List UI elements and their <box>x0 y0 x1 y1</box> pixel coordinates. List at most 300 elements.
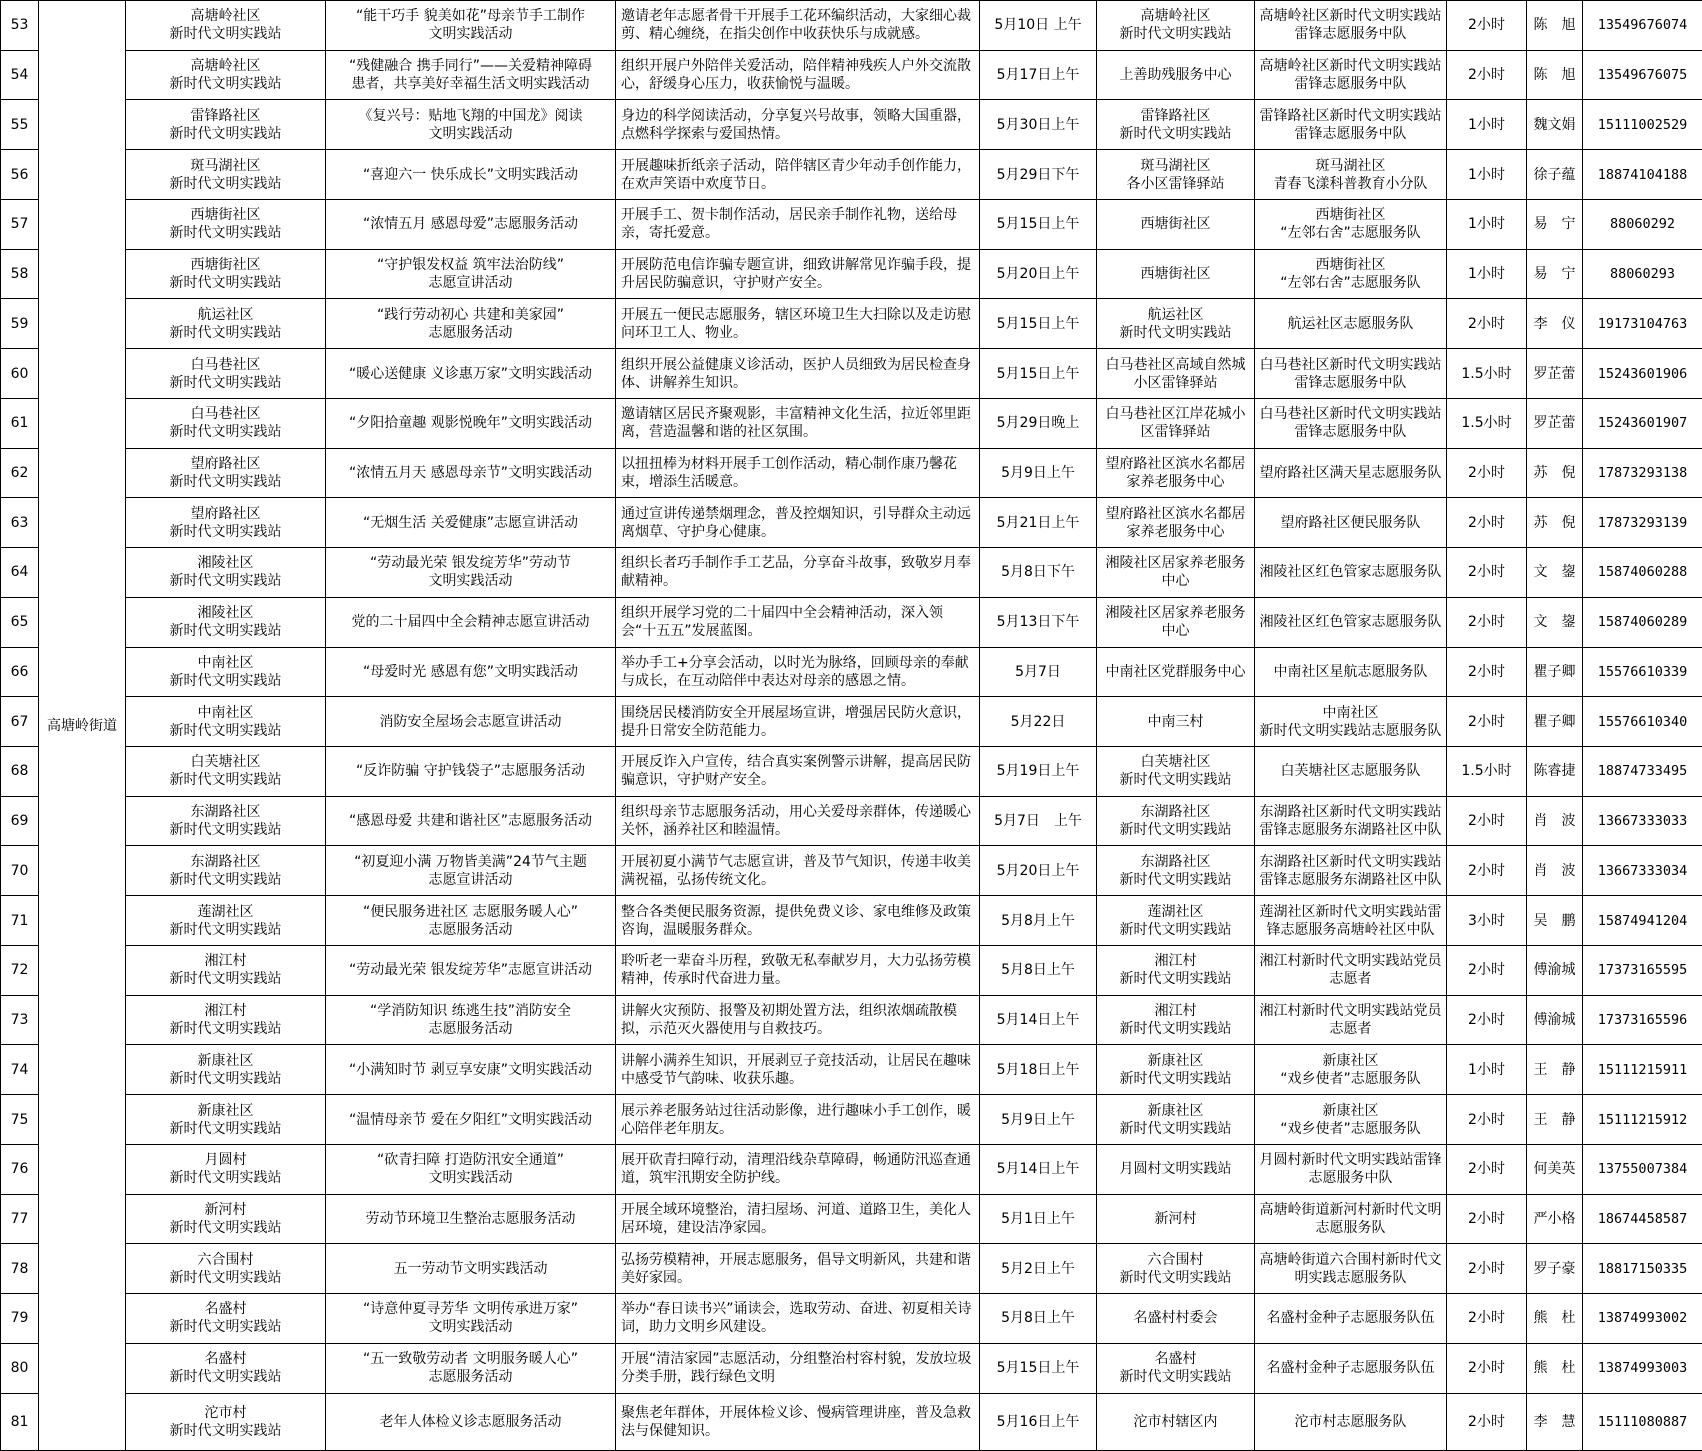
contact-person-cell: 傅渝城 <box>1527 945 1583 995</box>
volunteer-team-line: 新康社区 <box>1322 1102 1379 1119</box>
practice-site-line: 新时代文明实践站 <box>169 523 282 540</box>
volunteer-team-cell <box>1255 597 1447 647</box>
volunteer-team-cell <box>1255 299 1447 349</box>
activity-content-cell: 讲解小满养生知识，开展剥豆子竞技活动，让居民在趣味中感受节气韵味、收获乐趣。 <box>616 1045 980 1095</box>
activity-place-cell <box>1097 1144 1255 1194</box>
phone-cell: 13874993003 <box>1583 1343 1702 1393</box>
duration-cell: 2小时 <box>1447 597 1527 647</box>
activity-content-cell: 弘扬劳模精神，开展志愿服务，倡导文明新风，共建和谐美好家园。 <box>616 1244 980 1294</box>
practice-site-line: 望府路社区 <box>190 455 261 472</box>
practice-site-line: 中南社区 <box>197 704 254 721</box>
volunteer-team-line: 志愿者 <box>1329 1021 1372 1038</box>
volunteer-team-cell <box>1255 796 1447 846</box>
activity-place-line: 月圆村文明实践站 <box>1119 1161 1232 1178</box>
phone-cell: 18674458587 <box>1583 1194 1702 1244</box>
practice-site-line: 新康社区 <box>197 1052 254 1069</box>
contact-person-cell: 王 静 <box>1527 1045 1583 1095</box>
practice-site-cell <box>126 846 326 896</box>
contact-person-cell: 瞿子卿 <box>1527 697 1583 747</box>
contact-person-cell: 瞿子卿 <box>1527 647 1583 697</box>
duration-cell: 2小时 <box>1447 1144 1527 1194</box>
table-row <box>1 896 1702 946</box>
activity-title-cell <box>326 597 616 647</box>
row-number-cell: 56 <box>1 150 39 200</box>
activity-place-line: 新时代文明实践站 <box>1119 871 1232 888</box>
activity-place-cell <box>1097 1045 1255 1095</box>
practice-site-line: 新时代文明实践站 <box>169 1319 282 1336</box>
volunteer-team-line: 高塘岭社区新时代文明实践站 <box>1259 8 1442 25</box>
activity-time-cell: 5月7日 <box>980 647 1097 697</box>
volunteer-team-cell <box>1255 100 1447 150</box>
duration-cell: 3小时 <box>1447 896 1527 946</box>
practice-site-line: 东湖路社区 <box>190 853 261 870</box>
duration-cell: 2小时 <box>1447 1095 1527 1145</box>
table-row <box>1 697 1702 747</box>
activity-place-cell <box>1097 1393 1255 1450</box>
activity-place-line: 新时代文明实践站 <box>1119 26 1232 43</box>
practice-site-cell <box>126 945 326 995</box>
activity-title-cell <box>326 796 616 846</box>
activity-place-line: 小区雷锋驿站 <box>1133 374 1218 391</box>
activity-content-cell: 聚焦老年群体，开展体检义诊、慢病管理讲座，普及急救法与保健知识。 <box>616 1393 980 1450</box>
practice-site-line: 新时代文明实践站 <box>169 1070 282 1087</box>
practice-site-line: 新时代文明实践站 <box>169 374 282 391</box>
volunteer-team-cell <box>1255 398 1447 448</box>
activity-content-cell: 开展反诈入户宣传，结合真实案例警示讲解，提高居民防骗意识，守护财产安全。 <box>616 747 980 797</box>
volunteer-team-cell <box>1255 945 1447 995</box>
activity-place-cell <box>1097 597 1255 647</box>
practice-site-line: 新河村 <box>204 1201 247 1218</box>
volunteer-team-line: 雷锋路社区新时代文明实践站 <box>1259 107 1442 124</box>
activity-title-line: 五一劳动节文明实践活动 <box>393 1260 548 1277</box>
activity-content-cell: 整合各类便民服务资源，提供免费义诊、家电维修及政策咨询，温暖服务群众。 <box>616 896 980 946</box>
table-row <box>1 1244 1702 1294</box>
activity-content-cell: 展开砍青扫障行动，清理沿线杂草障碍，畅通防汛巡查通道，筑牢汛期安全防护线。 <box>616 1144 980 1194</box>
volunteer-team-cell <box>1255 199 1447 249</box>
practice-site-line: 新时代文明实践站 <box>169 76 282 93</box>
volunteer-team-line: 中南社区 <box>1322 704 1379 721</box>
practice-site-cell <box>126 747 326 797</box>
activity-place-cell <box>1097 1 1255 51</box>
activity-content-cell: 组织开展户外陪伴关爱活动，陪伴精神残疾人户外交流散心，舒缓身心压力，收获愉悦与温暖。 <box>616 50 980 100</box>
activity-title-line: 文明实践活动 <box>428 1170 513 1187</box>
table-row <box>1 1 1702 51</box>
activity-title-cell <box>326 1294 616 1344</box>
practice-site-line: 月圆村 <box>204 1152 247 1169</box>
activity-content-cell: 邀请辖区居民齐聚观影，丰富精神文化生活，拉近邻里距离，营造温馨和谐的社区氛围。 <box>616 398 980 448</box>
contact-person-cell: 傅渝城 <box>1527 995 1583 1045</box>
activity-title-line: 党的二十届四中全会精神志愿宣讲活动 <box>351 614 590 631</box>
contact-person-cell: 苏 倪 <box>1527 498 1583 548</box>
volunteer-team-line: 雷锋志愿服务中队 <box>1294 125 1407 142</box>
practice-site-line: 新时代文明实践站 <box>169 871 282 888</box>
table-row <box>1 846 1702 896</box>
volunteer-team-cell <box>1255 747 1447 797</box>
duration-cell: 2小时 <box>1447 846 1527 896</box>
row-number-cell: 67 <box>1 697 39 747</box>
row-number-cell: 66 <box>1 647 39 697</box>
contact-person-cell: 陈 旭 <box>1527 1 1583 51</box>
activity-content-cell: 通过宣讲传递禁烟理念，普及控烟知识，引导群众主动远离烟草、守护身心健康。 <box>616 498 980 548</box>
activity-content-cell: 组织长者巧手制作手工艺品，分享奋斗故事，致敬岁月奉献精神。 <box>616 548 980 598</box>
practice-site-cell <box>126 647 326 697</box>
activity-title-line: “母爱时光 感恩有您”文明实践活动 <box>363 663 578 680</box>
phone-cell: 15576610339 <box>1583 647 1702 697</box>
phone-cell: 15243601906 <box>1583 349 1702 399</box>
volunteer-team-line: 西塘街社区 <box>1315 257 1386 274</box>
activity-place-line: 新时代文明实践站 <box>1119 772 1232 789</box>
volunteer-team-cell <box>1255 896 1447 946</box>
activity-content-cell: 组织母亲节志愿服务活动，用心关爱母亲群体，传递暖心关怀，涵养社区和睦温情。 <box>616 796 980 846</box>
activity-title-line: “夕阳拾童趣 观影悦晚年”文明实践活动 <box>349 415 592 432</box>
activity-place-line: 西塘街社区 <box>1140 216 1211 233</box>
activity-place-line: 六合围村 <box>1147 1251 1204 1268</box>
activity-title-line: 文明实践活动 <box>428 1319 513 1336</box>
volunteer-team-line: 高塘岭街道六合围村新时代文 <box>1259 1251 1442 1268</box>
volunteer-team-line: “左邻右舍”志愿服务队 <box>1280 275 1421 292</box>
activity-content-cell: 举办“春日读书兴”诵读会，选取劳动、奋进、初夏相关诗词，助力文明乡风建设。 <box>616 1294 980 1344</box>
contact-person-cell: 陈睿捷 <box>1527 747 1583 797</box>
duration-cell: 2小时 <box>1447 1343 1527 1393</box>
duration-cell: 2小时 <box>1447 50 1527 100</box>
volunteer-team-line: 志愿服务队 <box>1315 1219 1386 1236</box>
row-number-cell: 74 <box>1 1045 39 1095</box>
table-row <box>1 1045 1702 1095</box>
activity-place-line: 白马巷社区江岸花城小 <box>1105 406 1246 423</box>
activity-place-line: 东湖路社区 <box>1140 804 1211 821</box>
activity-place-line: 新时代文明实践站 <box>1119 125 1232 142</box>
activity-place-cell <box>1097 199 1255 249</box>
volunteer-team-line: 白马巷社区新时代文明实践站 <box>1259 406 1442 423</box>
table-row <box>1 1095 1702 1145</box>
row-number-cell: 70 <box>1 846 39 896</box>
contact-person-cell: 易 宁 <box>1527 199 1583 249</box>
activity-title-cell <box>326 747 616 797</box>
activity-time-cell: 5月15日上午 <box>980 1343 1097 1393</box>
activity-title-line: “浓情五月天 感恩母亲节”文明实践活动 <box>349 464 592 481</box>
practice-site-line: 新康社区 <box>197 1102 254 1119</box>
activity-time-cell: 5月19日上午 <box>980 747 1097 797</box>
activity-title-cell <box>326 1 616 51</box>
volunteer-team-line: 青春飞漾科普教育小分队 <box>1273 175 1428 192</box>
volunteer-team-line: 莲湖社区新时代文明实践站雷 <box>1259 903 1442 920</box>
activity-time-cell: 5月22日 <box>980 697 1097 747</box>
activity-title-line: “劳动最光荣 银发绽芳华”志愿宣讲活动 <box>349 962 592 979</box>
activity-place-cell <box>1097 448 1255 498</box>
practice-site-line: 六合围村 <box>197 1251 254 1268</box>
activity-title-line: 志愿服务活动 <box>428 1021 513 1038</box>
volunteer-team-cell <box>1255 1144 1447 1194</box>
practice-site-cell <box>126 1144 326 1194</box>
practice-site-line: 白马巷社区 <box>190 356 261 373</box>
activity-time-cell: 5月7日 上午 <box>980 796 1097 846</box>
activity-title-line: “温情母亲节 爱在夕阳红”文明实践活动 <box>349 1111 592 1128</box>
activity-place-line: 区雷锋驿站 <box>1140 424 1211 441</box>
practice-site-line: 航运社区 <box>197 306 254 323</box>
volunteer-team-line: 沱市村志愿服务队 <box>1294 1413 1407 1430</box>
volunteer-team-line: 名盛村金种子志愿服务队伍 <box>1266 1360 1435 1377</box>
activity-title-cell <box>326 548 616 598</box>
activity-place-line: 新时代文明实践站 <box>1119 971 1232 988</box>
activity-place-cell <box>1097 249 1255 299</box>
activity-title-line: “感恩母爱 共建和谐社区”志愿服务活动 <box>349 813 592 830</box>
activity-content-cell: 组织开展学习党的二十届四中全会精神活动，深入领会“十五五”发展蓝图。 <box>616 597 980 647</box>
activity-title-cell <box>326 945 616 995</box>
activity-title-line: “无烟生活 关爱健康”志愿宣讲活动 <box>363 514 578 531</box>
activity-time-cell: 5月10日 上午 <box>980 1 1097 51</box>
activity-content-cell: 聆听老一辈奋斗历程，致敬无私奉献岁月，大力弘扬劳模精神，传承时代奋进力量。 <box>616 945 980 995</box>
activity-title-line: 劳动节环境卫生整治志愿服务活动 <box>365 1210 576 1227</box>
practice-site-cell <box>126 796 326 846</box>
practice-site-line: 新时代文明实践站 <box>169 623 282 640</box>
table-row <box>1 150 1702 200</box>
volunteer-team-line: “戏乡使者”志愿服务队 <box>1280 1120 1421 1137</box>
row-number-cell: 76 <box>1 1144 39 1194</box>
activity-place-line: 新康社区 <box>1147 1052 1204 1069</box>
duration-cell: 2小时 <box>1447 448 1527 498</box>
activity-title-line: 老年人体检义诊志愿服务活动 <box>379 1413 562 1430</box>
volunteer-team-cell <box>1255 1343 1447 1393</box>
table-row <box>1 747 1702 797</box>
activity-title-line: 志愿服务活动 <box>428 324 513 341</box>
practice-site-line: 新时代文明实践站 <box>169 324 282 341</box>
practice-site-line: 湘陵社区 <box>197 555 254 572</box>
activity-title-cell <box>326 1095 616 1145</box>
activity-place-cell <box>1097 846 1255 896</box>
practice-site-cell <box>126 1393 326 1450</box>
activity-title-cell <box>326 647 616 697</box>
contact-person-cell: 陈 旭 <box>1527 50 1583 100</box>
practice-site-line: 新时代文明实践站 <box>169 175 282 192</box>
activity-place-cell <box>1097 1244 1255 1294</box>
contact-person-cell: 文 鋆 <box>1527 548 1583 598</box>
activity-place-line: 东湖路社区 <box>1140 853 1211 870</box>
table-row <box>1 597 1702 647</box>
practice-site-cell <box>126 100 326 150</box>
activity-time-cell: 5月20日上午 <box>980 846 1097 896</box>
practice-site-cell <box>126 548 326 598</box>
practice-site-line: 白芙塘社区 <box>190 754 261 771</box>
phone-cell: 13549676074 <box>1583 1 1702 51</box>
activity-title-cell <box>326 1393 616 1450</box>
activity-time-cell: 5月8日上午 <box>980 945 1097 995</box>
volunteer-team-line: 白马巷社区新时代文明实践站 <box>1259 356 1442 373</box>
contact-person-cell: 严小格 <box>1527 1194 1583 1244</box>
activity-title-line: 患者，共享美好幸福生活文明实践活动 <box>351 76 590 93</box>
activity-content-cell: 以扭扭棒为材料开展手工创作活动，精心制作康乃馨花束，增添生活暖意。 <box>616 448 980 498</box>
volunteer-team-cell <box>1255 1095 1447 1145</box>
table-row <box>1 647 1702 697</box>
activity-title-line: “五一致敬劳动者 文明服务暖人心” <box>363 1351 578 1368</box>
table-row <box>1 498 1702 548</box>
activity-title-line: “喜迎六一 快乐成长”文明实践活动 <box>363 166 578 183</box>
contact-person-cell: 徐子蕴 <box>1527 150 1583 200</box>
volunteer-team-cell <box>1255 846 1447 896</box>
practice-site-line: 湘江村 <box>204 1003 247 1020</box>
activity-title-line: 文明实践活动 <box>428 26 513 43</box>
activity-place-line: 名盛村 <box>1154 1351 1197 1368</box>
practice-site-line: 新时代文明实践站 <box>169 1021 282 1038</box>
activity-time-cell: 5月15日上午 <box>980 349 1097 399</box>
contact-person-cell: 文 鋆 <box>1527 597 1583 647</box>
activity-title-line: “暖心送健康 义诊惠万家”文明实践活动 <box>349 365 592 382</box>
row-number-cell: 62 <box>1 448 39 498</box>
row-number-cell: 73 <box>1 995 39 1045</box>
row-number-cell: 80 <box>1 1343 39 1393</box>
practice-site-cell <box>126 995 326 1045</box>
activity-place-cell <box>1097 945 1255 995</box>
volunteer-team-cell <box>1255 1294 1447 1344</box>
practice-site-line: 西塘街社区 <box>190 207 261 224</box>
activity-place-line: 上善助残服务中心 <box>1119 67 1232 84</box>
activity-title-line: 文明实践活动 <box>428 125 513 142</box>
contact-person-cell: 罗芷蕾 <box>1527 349 1583 399</box>
activity-place-cell <box>1097 1194 1255 1244</box>
volunteer-team-line: 湘陵社区红色管家志愿服务队 <box>1259 614 1442 631</box>
activity-title-line: “学消防知识 练逃生技”消防安全 <box>370 1003 571 1020</box>
phone-cell: 88060293 <box>1583 249 1702 299</box>
activity-place-line: 高塘岭社区 <box>1140 8 1211 25</box>
duration-cell: 1小时 <box>1447 100 1527 150</box>
activity-title-cell <box>326 846 616 896</box>
row-number-cell: 77 <box>1 1194 39 1244</box>
activity-place-line: 中南三村 <box>1147 713 1204 730</box>
activity-place-line: 湘江村 <box>1154 953 1197 970</box>
activity-title-cell <box>326 697 616 747</box>
row-number-cell: 57 <box>1 199 39 249</box>
activity-title-line: 志愿服务活动 <box>428 921 513 938</box>
practice-site-cell <box>126 1294 326 1344</box>
activity-time-cell: 5月8日上午 <box>980 1294 1097 1344</box>
table-row <box>1 796 1702 846</box>
activity-place-line: 航运社区 <box>1147 306 1204 323</box>
activity-place-line: 沱市村辖区内 <box>1133 1413 1218 1430</box>
volunteer-team-line: 东湖路社区新时代文明实践站 <box>1259 853 1442 870</box>
table-row <box>1 945 1702 995</box>
volunteer-team-cell <box>1255 548 1447 598</box>
activity-time-cell: 5月8日下午 <box>980 548 1097 598</box>
duration-cell: 1.5小时 <box>1447 349 1527 399</box>
phone-cell: 17373165595 <box>1583 945 1702 995</box>
row-number-cell: 71 <box>1 896 39 946</box>
volunteer-team-line: 湘江村新时代文明实践站党员 <box>1259 1003 1442 1020</box>
activity-place-line: 新时代文明实践站 <box>1119 1021 1232 1038</box>
table-row <box>1 199 1702 249</box>
phone-cell: 15111080887 <box>1583 1393 1702 1450</box>
practice-site-line: 新时代文明实践站 <box>169 125 282 142</box>
contact-person-cell: 魏文娟 <box>1527 100 1583 150</box>
activity-content-cell: 开展“清洁家园”志愿活动，分组整治村容村貌，发放垃圾分类手册，践行绿色文明 <box>616 1343 980 1393</box>
practice-site-cell <box>126 448 326 498</box>
volunteer-team-line: 新康社区 <box>1322 1052 1379 1069</box>
phone-cell: 15111215911 <box>1583 1045 1702 1095</box>
duration-cell: 1小时 <box>1447 150 1527 200</box>
practice-site-line: 新时代文明实践站 <box>169 1422 282 1439</box>
duration-cell: 2小时 <box>1447 299 1527 349</box>
volunteer-team-line: 明实践志愿服务队 <box>1294 1269 1407 1286</box>
activity-time-cell: 5月9日上午 <box>980 1095 1097 1145</box>
activity-place-cell <box>1097 1095 1255 1145</box>
practice-site-line: 莲湖社区 <box>197 903 254 920</box>
activity-place-line: 白马巷社区高域自然城 <box>1105 356 1246 373</box>
practice-site-line: 新时代文明实践站 <box>169 1369 282 1386</box>
volunteer-team-line: 新时代文明实践站志愿服务队 <box>1259 722 1442 739</box>
table-row <box>1 1194 1702 1244</box>
activity-place-cell <box>1097 1343 1255 1393</box>
duration-cell: 2小时 <box>1447 796 1527 846</box>
activity-title-cell <box>326 50 616 100</box>
activity-time-cell: 5月15日上午 <box>980 199 1097 249</box>
practice-site-line: 湘陵社区 <box>197 605 254 622</box>
activity-place-line: 新康社区 <box>1147 1102 1204 1119</box>
activity-place-line: 莲湖社区 <box>1147 903 1204 920</box>
activity-time-cell: 5月29日下午 <box>980 150 1097 200</box>
practice-site-line: 新时代文明实践站 <box>169 772 282 789</box>
duration-cell: 2小时 <box>1447 647 1527 697</box>
activity-time-cell: 5月21日上午 <box>980 498 1097 548</box>
activity-title-cell <box>326 100 616 150</box>
activity-content-cell: 开展手工、贺卡制作活动，居民亲手制作礼物，送给母亲，寄托爱意。 <box>616 199 980 249</box>
phone-cell: 15243601907 <box>1583 398 1702 448</box>
activity-place-line: 湘陵社区居家养老服务 <box>1105 605 1246 622</box>
practice-site-cell <box>126 299 326 349</box>
duration-cell: 1小时 <box>1447 199 1527 249</box>
phone-cell: 18874104188 <box>1583 150 1702 200</box>
row-number-cell: 61 <box>1 398 39 448</box>
volunteer-team-line: 雷锋志愿服务中队 <box>1294 26 1407 43</box>
phone-cell: 19173104763 <box>1583 299 1702 349</box>
activity-content-cell: 围绕居民楼消防安全开展屋场宣讲，增强居民防火意识，提升日常安全防范能力。 <box>616 697 980 747</box>
volunteer-team-cell <box>1255 50 1447 100</box>
activity-title-line: “反诈防骗 守护钱袋子”志愿服务活动 <box>356 763 585 780</box>
volunteer-team-cell <box>1255 349 1447 399</box>
practice-site-line: 西塘街社区 <box>190 257 261 274</box>
activity-title-cell <box>326 249 616 299</box>
table-row <box>1 1294 1702 1344</box>
volunteer-team-cell <box>1255 448 1447 498</box>
activity-title-line: 志愿宣讲活动 <box>428 871 513 888</box>
activity-time-cell: 5月14日上午 <box>980 995 1097 1045</box>
duration-cell: 1小时 <box>1447 249 1527 299</box>
practice-site-line: 高塘岭社区 <box>190 58 261 75</box>
activity-place-line: 雷锋路社区 <box>1140 107 1211 124</box>
activity-place-line: 中南社区党群服务中心 <box>1105 663 1246 680</box>
volunteer-team-line: 西塘街社区 <box>1315 207 1386 224</box>
activity-time-cell: 5月17日上午 <box>980 50 1097 100</box>
contact-person-cell: 罗子豪 <box>1527 1244 1583 1294</box>
practice-site-cell <box>126 199 326 249</box>
activity-title-line: 《复兴号：贴地飞翔的中国龙》阅读 <box>358 107 583 124</box>
activity-place-line: 新时代文明实践站 <box>1119 1120 1232 1137</box>
practice-site-cell <box>126 896 326 946</box>
row-number-cell: 75 <box>1 1095 39 1145</box>
practice-site-cell <box>126 1045 326 1095</box>
activity-title-line: “砍青扫障 打造防汛安全通道” <box>377 1152 564 1169</box>
activity-place-cell <box>1097 100 1255 150</box>
volunteer-team-line: 锋志愿服务高塘岭社区中队 <box>1266 921 1435 938</box>
table-row <box>1 299 1702 349</box>
row-number-cell: 81 <box>1 1393 39 1450</box>
practice-site-cell <box>126 597 326 647</box>
street-name-cell: 高塘岭街道 <box>39 1 126 1451</box>
practice-site-cell <box>126 1 326 51</box>
row-number-cell: 79 <box>1 1294 39 1344</box>
row-number-cell: 59 <box>1 299 39 349</box>
activity-place-cell <box>1097 498 1255 548</box>
activity-title-line: “能干巧手 貌美如花”母亲节手工制作 <box>356 8 585 25</box>
practice-site-line: 名盛村 <box>204 1301 247 1318</box>
volunteer-team-line: 高塘岭社区新时代文明实践站 <box>1259 58 1442 75</box>
